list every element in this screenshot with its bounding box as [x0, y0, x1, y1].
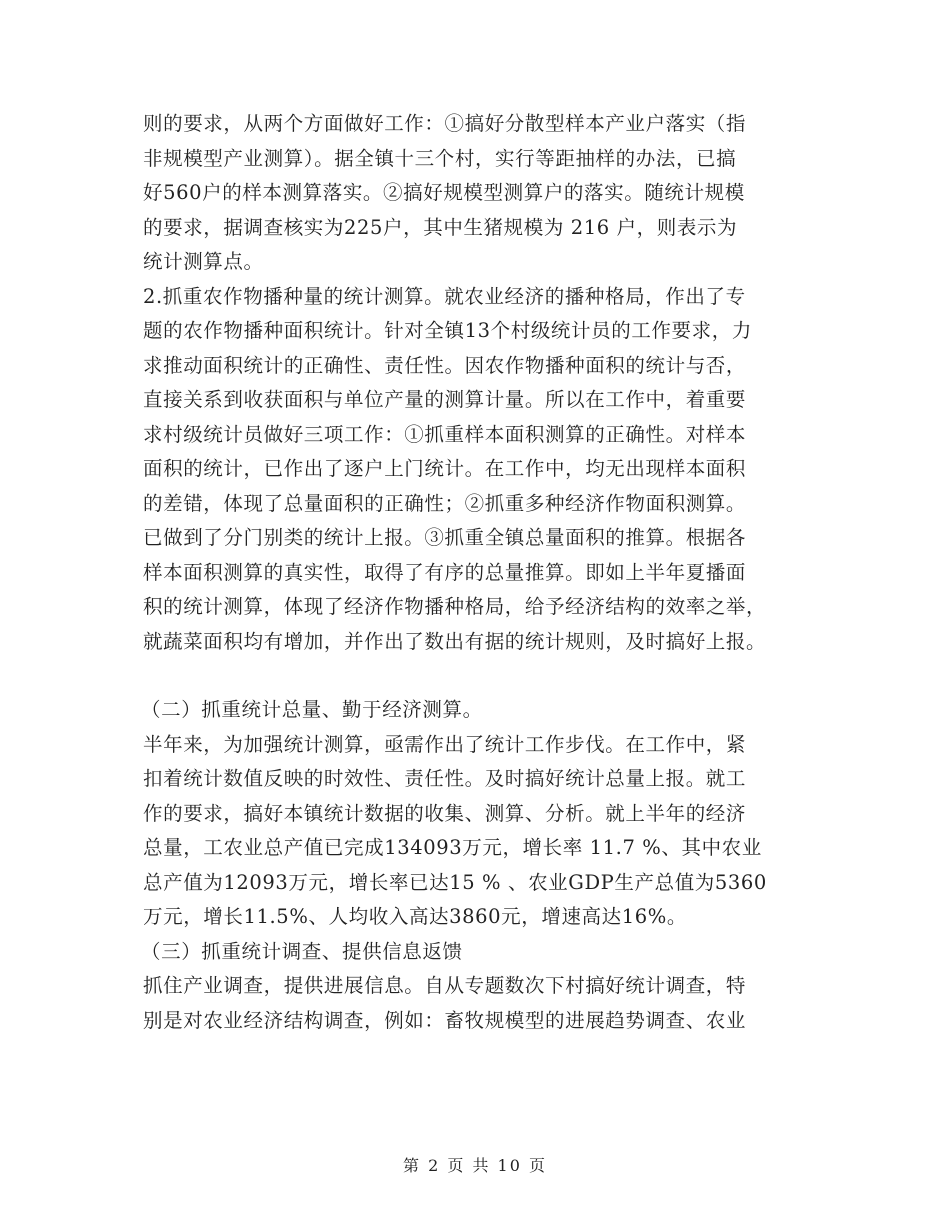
- paragraph-line: 求推动面积统计的正确性、责任性。因农作物播种面积的统计与否，: [143, 353, 747, 377]
- page-number-footer: 第 2 页 共 10 页: [403, 1156, 547, 1175]
- paragraph-line: 面积的统计，已作出了逐户上门统计。在工作中，均无出现样本面积: [143, 457, 747, 480]
- paragraph-line: 万元，增长11.5%、人均收入高达3860元，增速高达16%。: [143, 905, 688, 928]
- paragraph-line: 已做到了分门别类的统计上报。③抓重全镇总量面积的推算。根据各: [143, 526, 747, 549]
- paragraph-line: 半年来，为加强统计测算，亟需作出了统计工作步伐。在工作中，紧: [143, 732, 747, 756]
- paragraph-line: 别是对农业经济结构调查，例如：畜牧规模型的进展趋势调查、农业: [143, 1008, 747, 1032]
- paragraph-line: 的差错，体现了总量面积的正确性；②抓重多种经济作物面积测算。: [143, 491, 747, 515]
- paragraph-line: 扣着统计数值反映的时效性、责任性。及时搞好统计总量上报。就工: [143, 767, 747, 790]
- paragraph-line: 作的要求，搞好本镇统计数据的收集、测算、分析。就上半年的经济: [143, 801, 747, 825]
- paragraph-line: 直接关系到收获面积与单位产量的测算计量。所以在工作中，着重要: [143, 388, 747, 411]
- paragraph-line: 就蔬菜面积均有增加，并作出了数出有据的统计规则，及时搞好上报。: [143, 629, 767, 653]
- paragraph-line: 求村级统计员做好三项工作：①抓重样本面积测算的正确性。对样本: [143, 422, 747, 446]
- paragraph-line: 统计测算点。: [143, 250, 264, 273]
- paragraph-line: 总量，工农业总产值已完成134093万元，增长率 11.7 %、其中农业: [143, 836, 762, 859]
- document-body: [143, 107, 803, 1038]
- section-heading-3: （三）抓重统计调查、提供信息返馈: [141, 939, 463, 963]
- paragraph-line: 总产值为12093万元，增长率已达15 % 、农业GDP生产总值为5360: [143, 870, 767, 894]
- paragraph-line: 抓住产业调查，提供进展信息。自从专题数次下村搞好统计调查，特: [143, 974, 747, 997]
- paragraph-line: 非规模型产业测算）。据全镇十三个村，实行等距抽样的办法，已搞: [143, 146, 737, 170]
- paragraph-line: 的要求，据调查核实为225户，其中生猪规模为 216 户，则表示为: [143, 215, 738, 239]
- paragraph-line: 积的统计测算，体现了经济作物播种格局，给予经济结构的效率之举，: [143, 595, 767, 618]
- section-heading-2: （二）抓重统计总量、勤于经济测算。: [141, 698, 483, 721]
- paragraph-line: 2.抓重农作物播种量的统计测算。就农业经济的播种格局，作出了专: [143, 284, 746, 308]
- paragraph-line: 好560户的样本测算落实。②搞好规模型测算户的落实。随统计规模: [143, 181, 745, 204]
- paragraph-line: 则的要求，从两个方面做好工作：①搞好分散型样本产业户落实（指: [143, 112, 747, 135]
- paragraph-line: 题的农作物播种面积统计。针对全镇13个村级统计员的工作要求，力: [143, 319, 752, 342]
- paragraph-gap: [143, 659, 803, 693]
- paragraph-line: 样本面积测算的真实性，取得了有序的总量推算。即如上半年夏播面: [143, 560, 747, 584]
